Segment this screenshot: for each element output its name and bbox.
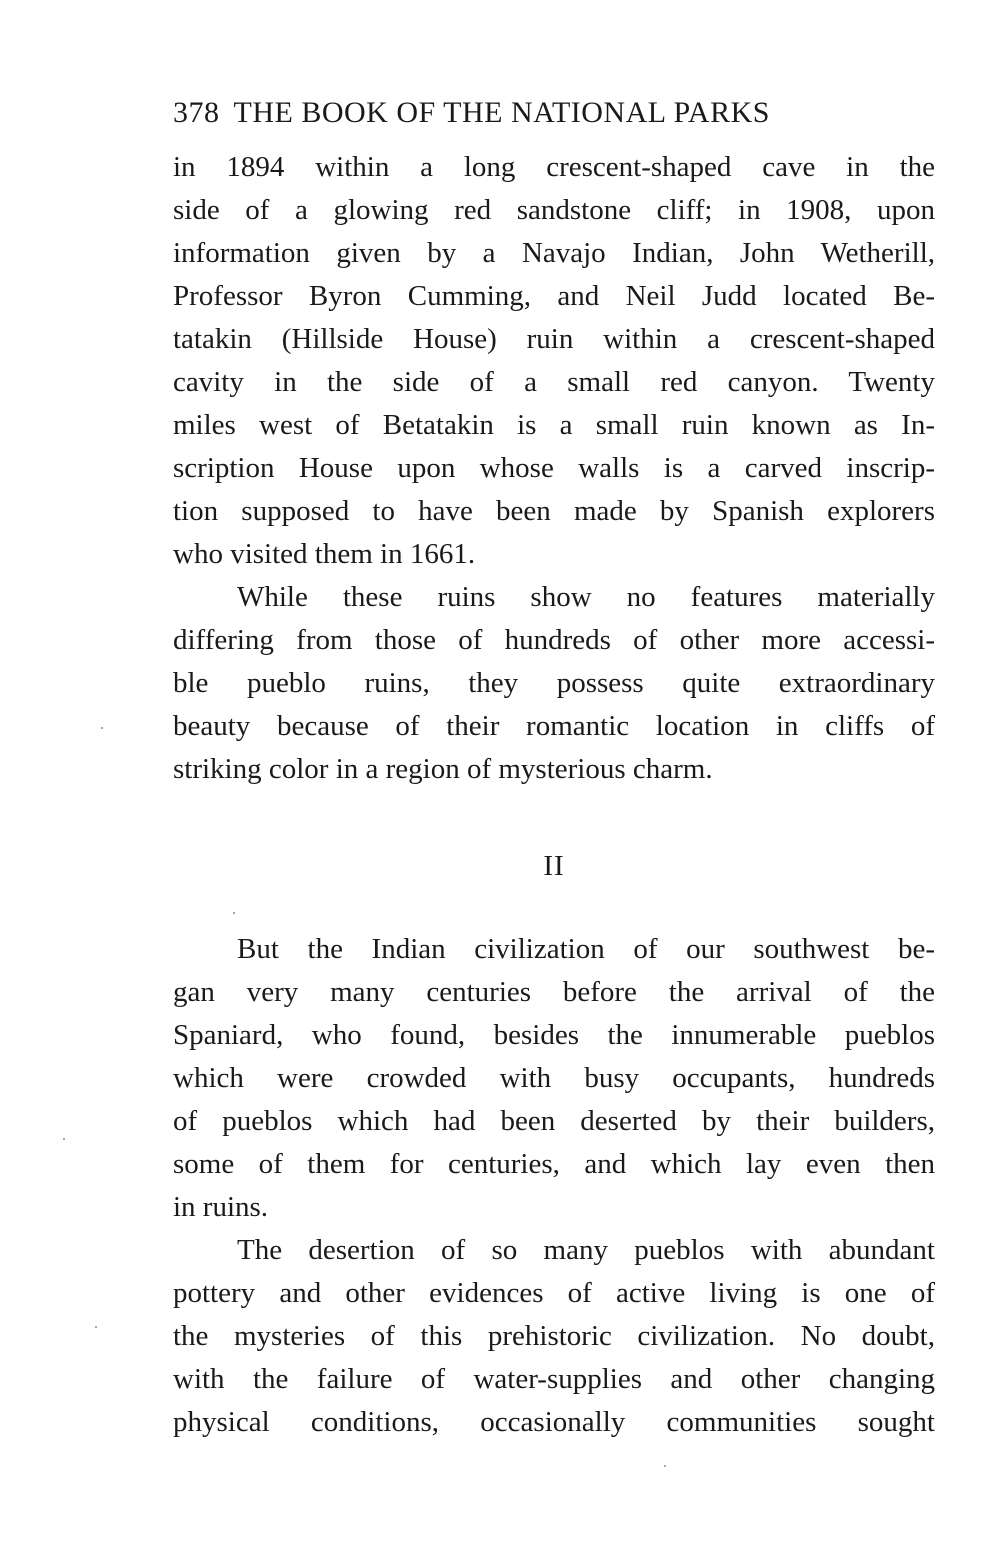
text-line: striking color in a region of mysterious charm. (173, 753, 713, 785)
text-line: But the Indian civilization of our southwest be- (237, 933, 935, 965)
text-line: with the failure of water-supplies and other changing (173, 1363, 935, 1395)
text-line: ble pueblo ruins, they possess quite extraordinary (173, 667, 935, 699)
scan-speck (664, 1465, 666, 1467)
text-line: beauty because of their romantic location in cliffs of (173, 710, 935, 742)
text-line: miles west of Betatakin is a small ruin known as In- (173, 409, 935, 441)
text-line: The desertion of so many pueblos with abundant (237, 1234, 935, 1266)
paragraph-pueblo-desertion (173, 1229, 935, 1444)
scan-speck (95, 1326, 97, 1328)
book-page (173, 88, 935, 1444)
paragraph-continued-cave-ruins (173, 146, 935, 576)
running-head (173, 88, 935, 138)
running-title: THE BOOK OF THE NATIONAL PARKS (233, 96, 770, 129)
text-line: some of them for centuries, and which lay even then (173, 1148, 935, 1180)
text-line: While these ruins show no features materially (237, 581, 935, 613)
section-heading: II (543, 850, 565, 882)
text-line: cavity in the side of a small red canyon. Twenty (173, 366, 935, 398)
text-line: tatakin (Hillside House) ruin within a crescent-shaped (173, 323, 935, 355)
text-line: in ruins. (173, 1191, 269, 1223)
text-line: of pueblos which had been deserted by their builders, (173, 1105, 935, 1137)
text-line: differing from those of hundreds of other more accessi- (173, 624, 935, 656)
scan-speck (101, 727, 103, 729)
text-line: who visited them in 1661. (173, 538, 476, 570)
text-line: pottery and other evidences of active living is one of (173, 1277, 935, 1309)
page-number: 378 (173, 96, 220, 129)
text-line: information given by a Navajo Indian, John Wetherill, (173, 237, 935, 269)
text-line: side of a glowing red sandstone cliff; in 1908, upon (173, 194, 935, 226)
text-line: gan very many centuries before the arrival of the (173, 976, 935, 1008)
text-line: Spaniard, who found, besides the innumerable pueblos (173, 1019, 935, 1051)
text-line: scription House upon whose walls is a carved inscrip- (173, 452, 935, 484)
text-line: physical conditions, occasionally communities sought (173, 1406, 935, 1438)
text-line: Professor Byron Cumming, and Neil Judd located Be- (173, 280, 935, 312)
scan-speck (63, 1138, 65, 1140)
text-line: in 1894 within a long crescent-shaped cave in the (173, 151, 935, 183)
text-line: tion supposed to have been made by Spanish explorers (173, 495, 935, 527)
text-line: the mysteries of this prehistoric civilization. No doubt, (173, 1320, 935, 1352)
scan-speck (233, 912, 235, 914)
paragraph-ruin-beauty (173, 576, 935, 791)
paragraph-indian-civilization (173, 928, 935, 1229)
text-line: which were crowded with busy occupants, hundreds (173, 1062, 935, 1094)
